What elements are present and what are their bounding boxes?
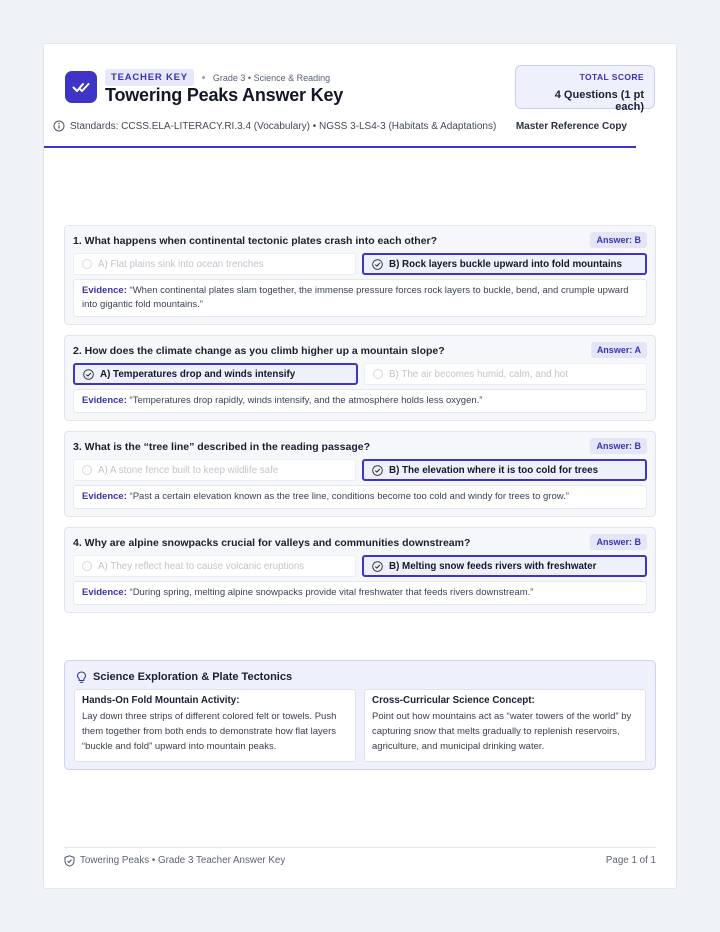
total-score-box: [515, 65, 655, 113]
footer: [64, 847, 656, 867]
radio-icon: [373, 369, 383, 379]
score-value: 4 Questions (1 pt each): [554, 89, 644, 113]
concept-title: Cross-Curricular Science Concept:: [372, 695, 535, 706]
answer-badge: Answer: B: [590, 534, 647, 550]
evidence-label: Evidence:: [82, 587, 127, 598]
radio-icon: [82, 465, 92, 475]
teacher-key-badge: TEACHER KEY: [105, 69, 194, 86]
option-b-correct[interactable]: [362, 253, 647, 275]
option-b[interactable]: [364, 363, 647, 385]
separator-dot: [202, 76, 205, 79]
page-number: Page 1 of 1: [605, 855, 656, 866]
evidence-text: “When continental plates slam together, the immense pressure forces rock layers to buckle, bend, and crumple upward into gigantic fold mountains.”: [82, 285, 629, 310]
answer-badge: Answer: A: [591, 342, 647, 358]
evidence-label: Evidence:: [82, 285, 127, 296]
lightbulb-icon: [76, 671, 87, 684]
question-text: 1. What happens when continental tectonic plates crash into each other?: [73, 235, 438, 247]
science-title: Science Exploration & Plate Tectonics: [93, 671, 293, 683]
question-card: [64, 225, 656, 325]
check-circle-icon: [83, 369, 94, 380]
check-circle-icon: [372, 465, 383, 476]
page-title: Towering Peaks Answer Key: [105, 85, 344, 105]
standards-bar: [44, 117, 636, 135]
science-header: [74, 669, 646, 685]
activity-column: [74, 689, 356, 762]
science-exploration-box: [64, 660, 656, 770]
check-circle-icon: [372, 561, 383, 572]
activity-title: Hands-On Fold Mountain Activity:: [82, 695, 240, 706]
radio-icon: [82, 259, 92, 269]
question-text: 3. What is the “tree line” described in the reading passage?: [73, 441, 370, 453]
activity-body: Lay down three strips of different colored felt or towels. Push them together from both ends to demonstrate how flat layers “buckle and fold” upward into mountain peaks.: [82, 711, 337, 752]
standards-text: Standards: CCSS.ELA-LITERACY.RI.3.4 (Vocabulary) • NGSS 3-LS4-3 (Habitats & Adaptations): [70, 120, 497, 132]
evidence-box: [73, 279, 647, 317]
score-label: TOTAL SCORE: [579, 72, 644, 82]
question-text: 4. Why are alpine snowpacks crucial for valleys and communities downstream?: [73, 537, 471, 549]
question-card: [64, 527, 656, 613]
option-b-correct[interactable]: [362, 555, 647, 577]
option-label: A) A stone fence built to keep wildlife safe: [98, 464, 279, 476]
option-label: B) The air becomes humid, calm, and hot: [389, 368, 568, 380]
question-card: [64, 335, 656, 421]
option-label: B) Melting snow feeds rivers with freshwater: [389, 560, 597, 572]
option-a[interactable]: [73, 555, 356, 577]
evidence-box: [73, 581, 647, 605]
tag-row: [105, 69, 330, 86]
option-label: A) Temperatures drop and winds intensify: [100, 368, 296, 380]
concept-body: Point out how mountains act as “water towers of the world” by capturing snow that melts gradually to replenish reservoirs, agriculture, and municipal drinking water.: [372, 711, 632, 752]
option-label: B) Rock layers buckle upward into fold mountains: [389, 258, 622, 270]
question-list: [64, 225, 656, 623]
option-b-correct[interactable]: [362, 459, 647, 481]
question-card: [64, 431, 656, 517]
option-a-correct[interactable]: [73, 363, 358, 385]
option-label: A) They reflect heat to cause volcanic eruptions: [98, 560, 305, 572]
option-label: B) The elevation where it is too cold for trees: [389, 464, 599, 476]
question-text: 2. How does the climate change as you climb higher up a mountain slope?: [73, 345, 445, 357]
check-circle-icon: [372, 259, 383, 270]
info-icon: [53, 120, 65, 132]
option-a[interactable]: [73, 459, 356, 481]
shield-check-icon: [64, 855, 75, 867]
answer-badge: Answer: B: [590, 232, 647, 248]
footer-text: Towering Peaks • Grade 3 Teacher Answer Key: [80, 855, 286, 866]
concept-column: [364, 689, 646, 762]
answer-badge: Answer: B: [590, 438, 647, 454]
evidence-text: “Temperatures drop rapidly, winds intensify, and the atmosphere holds less oxygen.”: [129, 395, 483, 406]
evidence-box: [73, 485, 647, 509]
evidence-label: Evidence:: [82, 395, 127, 406]
evidence-text: “Past a certain elevation known as the tree line, conditions become too cold and windy for trees to grow.”: [129, 491, 569, 502]
evidence-label: Evidence:: [82, 491, 127, 502]
evidence-text: “During spring, melting alpine snowpacks provide vital freshwater that feeds rivers downstream.”: [129, 587, 534, 598]
header-divider: [44, 146, 636, 148]
evidence-box: [73, 389, 647, 413]
option-label: A) Flat plains sink into ocean trenches: [98, 258, 264, 270]
header: [65, 65, 655, 125]
reference-label: Master Reference Copy: [515, 120, 627, 132]
option-a[interactable]: [73, 253, 356, 275]
double-check-icon: [65, 71, 97, 103]
grade-label: Grade 3 • Science & Reading: [212, 72, 331, 83]
radio-icon: [82, 561, 92, 571]
